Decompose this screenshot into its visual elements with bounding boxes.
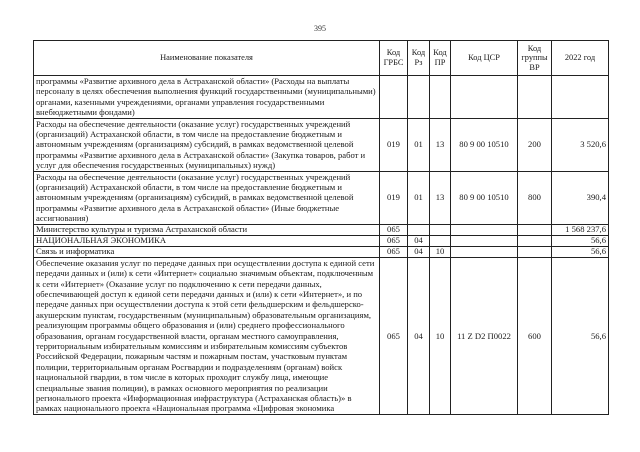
row-grbs: 065 — [380, 224, 408, 235]
row-pr: 13 — [430, 171, 451, 224]
row-name: программы «Развитие архивного дела в Астраханской области» (Расходы на выплаты персоналу в целях обеспечения выполнения функций государственными (муниципальными) органами, казенными учреждениями, органами управления государственными внебюджетными фондами) — [34, 76, 380, 119]
row-csr: 80 9 00 10510 — [451, 171, 518, 224]
row-pr: 13 — [430, 118, 451, 171]
row-csr: 80 9 00 10510 — [451, 118, 518, 171]
header-grbs: Код ГРБС — [380, 41, 408, 76]
row-rz: 01 — [408, 118, 430, 171]
row-amount — [552, 76, 609, 119]
row-pr: 10 — [430, 246, 451, 257]
row-csr: 11 Z D2 П0022 — [451, 257, 518, 414]
page-number: 395 — [314, 24, 326, 33]
row-vr — [518, 224, 552, 235]
row-name: Расходы на обеспечение деятельности (оказание услуг) государственных учреждений (организаций) Астраханской области, в том числе на предоставление бюджетным и автономным учреждениям (организациям) субсидий, в рамках ведомственной целевой программы «Развитие архивного дела в Астраханской области» (Закупка товаров, работ и услуг для обеспечения государственных (муниципальных) нужд) — [34, 118, 380, 171]
table-row — [34, 246, 609, 257]
row-rz: 04 — [408, 246, 430, 257]
row-grbs: 065 — [380, 257, 408, 414]
row-name: Связь и информатика — [34, 246, 380, 257]
row-vr: 600 — [518, 257, 552, 414]
row-rz: 04 — [408, 257, 430, 414]
row-grbs: 019 — [380, 118, 408, 171]
table-row — [34, 76, 609, 119]
row-vr: 200 — [518, 118, 552, 171]
row-name: Министерство культуры и туризма Астраханской области — [34, 224, 380, 235]
row-csr — [451, 76, 518, 119]
row-vr — [518, 235, 552, 246]
row-pr — [430, 76, 451, 119]
row-grbs: 065 — [380, 246, 408, 257]
header-rz: Код Рз — [408, 41, 430, 76]
row-rz: 04 — [408, 235, 430, 246]
table-row — [34, 171, 609, 224]
row-amount: 3 520,6 — [552, 118, 609, 171]
row-pr — [430, 235, 451, 246]
row-name: НАЦИОНАЛЬНАЯ ЭКОНОМИКА — [34, 235, 380, 246]
row-grbs: 019 — [380, 171, 408, 224]
row-rz — [408, 76, 430, 119]
row-rz — [408, 224, 430, 235]
row-amount: 56,6 — [552, 235, 609, 246]
row-grbs — [380, 76, 408, 119]
row-vr: 800 — [518, 171, 552, 224]
row-rz: 01 — [408, 171, 430, 224]
header-amount: 2022 год — [552, 41, 609, 76]
row-amount: 56,6 — [552, 246, 609, 257]
row-name: Расходы на обеспечение деятельности (оказание услуг) государственных учреждений (организаций) Астраханской области, в том числе на предоставление бюджетным и автономным учреждениям (организациям) субсидий, в рамках ведомственной целевой программы «Развитие архивного дела в Астраханской области» (Иные бюджетные ассигнования) — [34, 171, 380, 224]
row-grbs: 065 — [380, 235, 408, 246]
row-vr — [518, 76, 552, 119]
row-csr — [451, 224, 518, 235]
table-row — [34, 257, 609, 414]
table-header-row — [34, 41, 609, 76]
header-csr: Код ЦСР — [451, 41, 518, 76]
table-row — [34, 118, 609, 171]
row-pr: 10 — [430, 257, 451, 414]
row-amount: 56,6 — [552, 257, 609, 414]
row-vr — [518, 246, 552, 257]
row-amount: 390,4 — [552, 171, 609, 224]
header-name: Наименование показателя — [34, 41, 380, 76]
header-vr: Код группы ВР — [518, 41, 552, 76]
table-row — [34, 235, 609, 246]
row-csr — [451, 235, 518, 246]
row-name: Обеспечение оказания услуг по передаче данных при осуществлении доступа к единой сети передачи данных и (или) к сети «Интернет» социально значимым объектам, подключенным к сети «Интернет» (Оказание услуг по подключению к сети передачи данных, обеспечивающей доступ к единой сети передачи данных и (или) к сети «Интернет», и по передаче данных при осуществлении доступа к этой сети фельдшерским и фельдшерско-акушерским пунктам, государственным (муниципальным) образовательным организациям, реализующим программы общего образования и (или) среднего профессионального образования, органам государственной власти, органам местного самоуправления, территориальным избирательным комиссиям и избирательным комиссиям субъектов Российской Федерации, пожарным частям и пожарным постам, участковым пунктам полиции, территориальным органам Росгвардии и подразделениям (органам) войск национальной гвардии, в том числе в которых проходит службу лица, имеющие специальные звания полиции), в рамках основного мероприятия по реализации регионального проекта «Информационная инфраструктура (Астраханская область)» в рамках национального проекта «Национальная программа «Цифровая экономика — [34, 257, 380, 414]
table-row — [34, 224, 609, 235]
header-pr: Код ПР — [430, 41, 451, 76]
row-amount: 1 568 237,6 — [552, 224, 609, 235]
budget-table — [33, 40, 609, 415]
row-csr — [451, 246, 518, 257]
row-pr — [430, 224, 451, 235]
